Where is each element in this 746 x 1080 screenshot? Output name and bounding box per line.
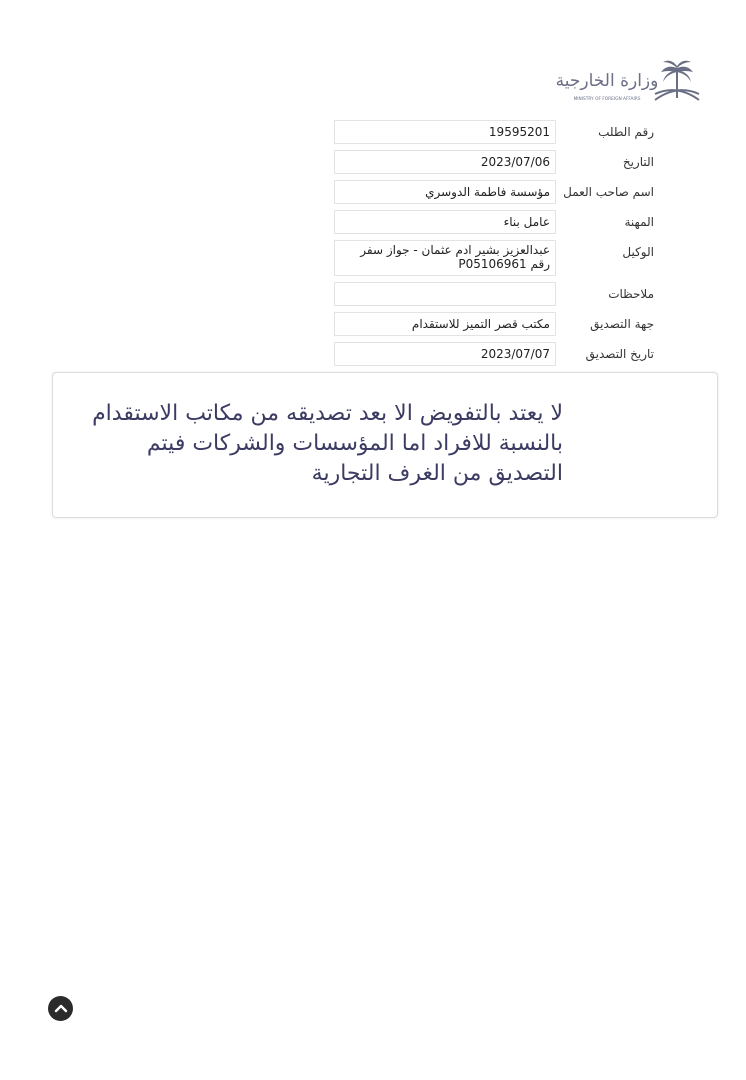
notice-text: لا يعتد بالتفويض الا بعد تصديقه من مكاتب الاستقدام بالنسبة للافراد اما المؤسسات والشركات فيتم التصديق من الغرف التجارية	[92, 401, 563, 486]
field-row-employer-name	[330, 180, 660, 204]
ministry-emblem-logo	[555, 56, 705, 112]
field-row-notes	[330, 282, 660, 306]
request-details-form	[330, 120, 660, 372]
certifying-authority-label: جهة التصديق	[590, 317, 654, 331]
employer-name-label: اسم صاحب العمل	[563, 185, 654, 199]
scroll-to-top-button[interactable]	[48, 996, 73, 1021]
notice-box	[52, 372, 718, 518]
employer-name-value: مؤسسة فاطمة الدوسري	[334, 180, 556, 204]
profession-label: المهنة	[624, 215, 654, 229]
certification-date-label: تاريخ التصديق	[585, 347, 654, 361]
certification-date-value: 2023/07/07	[334, 342, 556, 366]
field-row-certifying-authority	[330, 312, 660, 336]
request-number-label: رقم الطلب	[598, 125, 654, 139]
request-number-value: 19595201	[334, 120, 556, 144]
agent-label: الوكيل	[622, 245, 654, 259]
agent-value: عبدالعزيز بشير ادم عثمان - جواز سفر رقم P05106961	[334, 240, 556, 276]
date-value: 2023/07/06	[334, 150, 556, 174]
ministry-logo	[555, 56, 705, 112]
notes-value	[334, 282, 556, 306]
profession-value: عامل بناء	[334, 210, 556, 234]
field-row-agent	[330, 240, 660, 276]
certifying-authority-value: مكتب قصر التميز للاستقدام	[334, 312, 556, 336]
field-row-date	[330, 150, 660, 174]
svg-text:MINISTRY OF FOREIGN AFFAIRS: MINISTRY OF FOREIGN AFFAIRS	[573, 97, 641, 102]
date-label: التاريخ	[622, 155, 654, 169]
chevron-up-icon	[54, 1002, 68, 1016]
notes-label: ملاحظات	[608, 287, 654, 301]
field-row-certification-date	[330, 342, 660, 366]
field-row-request-number	[330, 120, 660, 144]
svg-text:وزارة الخارجية: وزارة الخارجية	[555, 71, 659, 91]
field-row-profession	[330, 210, 660, 234]
palm-swords-icon	[655, 61, 699, 100]
